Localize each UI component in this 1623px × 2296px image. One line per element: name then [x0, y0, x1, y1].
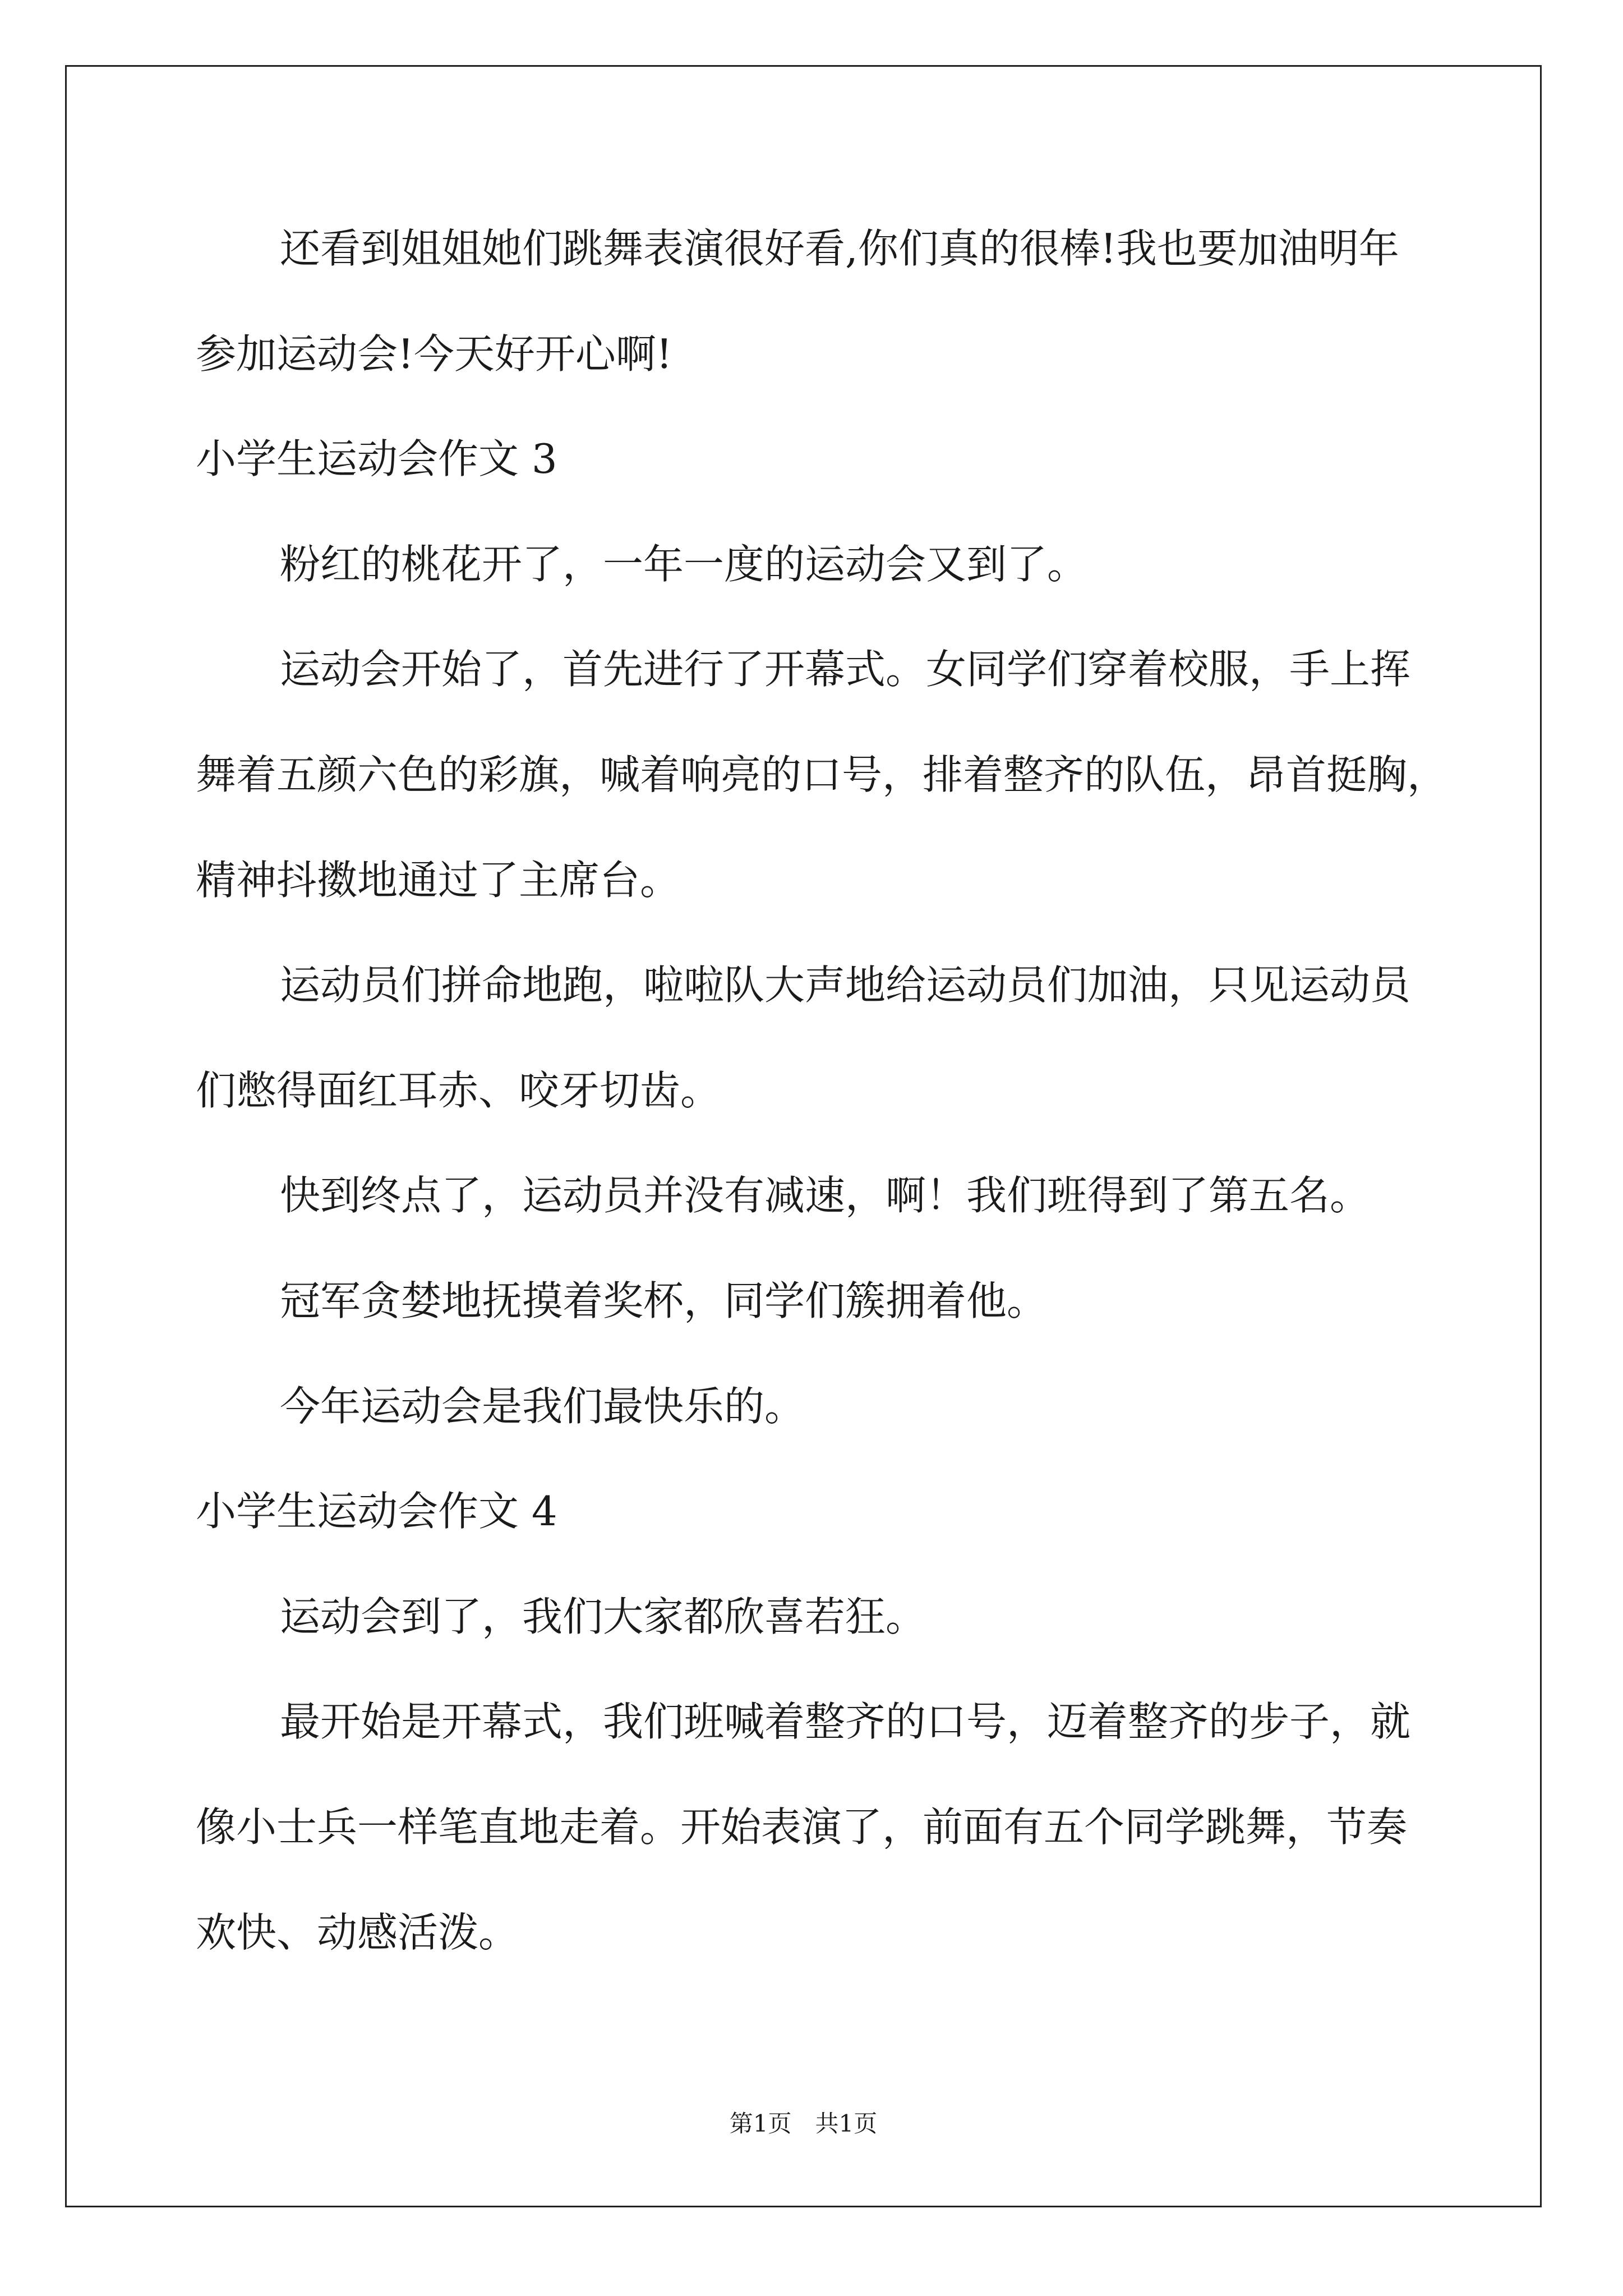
page-number-footer: 第1页 共1页 — [729, 2110, 878, 2137]
paragraph-line: 粉红的桃花开了，一年一度的运动会又到了。 — [280, 540, 1088, 588]
paragraph-line: 欢快、动感活泼。 — [196, 1908, 519, 1956]
paragraph-line: 还看到姐姐她们跳舞表演很好看,你们真的很棒!我也要加油明年 — [280, 225, 1399, 272]
section-heading: 小学生运动会作文 4 — [196, 1488, 557, 1535]
paragraph-line: 参加运动会!今天好开心啊! — [196, 330, 672, 378]
document-body — [196, 196, 1486, 1985]
paragraph-line: 运动员们拼命地跑，啦啦队大声地给运动员们加油，只见运动员 — [280, 961, 1411, 1009]
paragraph-line: 冠军贪婪地抚摸着奖杯，同学们簇拥着他。 — [280, 1277, 1048, 1324]
paragraph-line: 舞着五颜六色的彩旗，喊着响亮的口号，排着整齐的队伍，昂首挺胸， — [196, 751, 1448, 798]
section-heading: 小学生运动会作文 3 — [196, 435, 557, 483]
paragraph-line: 精神抖擞地通过了主席台。 — [196, 856, 681, 904]
paragraph-line: 快到终点了，运动员并没有减速，啊！我们班得到了第五名。 — [280, 1172, 1371, 1220]
paragraph-line: 们憋得面红耳赤、咬牙切齿。 — [196, 1066, 721, 1114]
paragraph-line: 今年运动会是我们最快乐的。 — [280, 1382, 805, 1430]
paragraph-line: 运动会开始了，首先进行了开幕式。女同学们穿着校服，手上挥 — [280, 646, 1411, 693]
paragraph-line: 像小士兵一样笔直地走着。开始表演了，前面有五个同学跳舞，节奏 — [196, 1803, 1408, 1851]
paragraph-line: 最开始是开幕式，我们班喊着整齐的口号，迈着整齐的步子，就 — [280, 1698, 1411, 1746]
paragraph-line: 运动会到了，我们大家都欣喜若狂。 — [280, 1593, 926, 1640]
